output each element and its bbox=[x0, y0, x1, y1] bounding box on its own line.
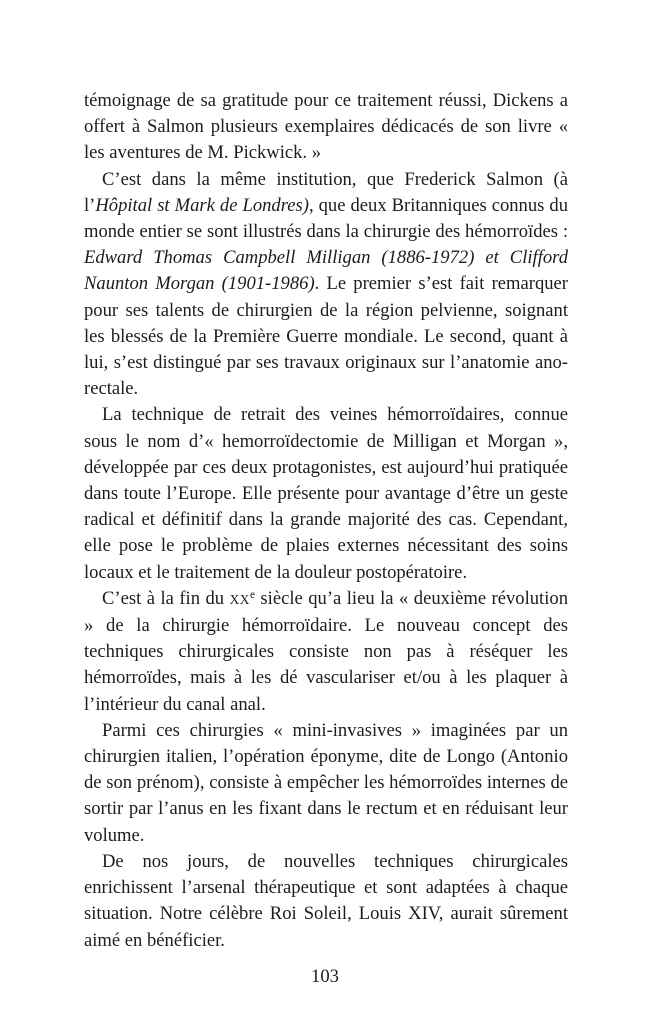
paragraph-5 bbox=[84, 718, 568, 849]
page-body bbox=[84, 88, 568, 954]
paragraph-4-text-b: siècle qu’a lieu la « deuxième révolution » de la chirurgie hémorroïdaire. Le nouveau concept des techniques chirurgicales consiste non pas à réséquer les hémorroïdes, mais à les dé vasculariser et/ou à les plaquer à l’intérieur du canal anal. bbox=[84, 587, 568, 715]
paragraph-1-text: témoignage de sa gratitude pour ce traitement réussi, Dickens a offert à Salmon plusieurs exemplaires dédicacés de son livre « les aventures de M. Pickwick. » bbox=[84, 90, 568, 164]
paragraph-5-text: Parmi ces chirurgies « mini-invasives » imaginées par un chirurgien italien, l’opération éponyme, dite de Longo (Antonio de son prénom), consiste à empêcher les hémorroïdes internes de sortir par l’anus en les fixant dans le rectum et en réduisant leur volume. bbox=[84, 719, 568, 846]
century-smallcaps: XX bbox=[229, 591, 250, 607]
century-superscript: e bbox=[249, 588, 255, 601]
page-number: 103 bbox=[311, 966, 339, 987]
paragraph-6-text: De nos jours, de nouvelles techniques chirurgicales enrichissent l’arsenal thérapeutique et sont adaptées à chaque situation. Notre célèbre Roi Soleil, Louis XIV, aurait sûrement aimé en bénéficier. bbox=[84, 850, 568, 951]
paragraph-3 bbox=[84, 402, 568, 585]
paragraph-2 bbox=[84, 167, 568, 403]
paragraph-2-italic-names: Edward Thomas Campbell Milligan (1886-1972) et Clifford Naunton Morgan (1901-1986) bbox=[84, 247, 568, 295]
paragraph-2-text-a: C’est dans la même institution, que Frederick Salmon (à l’ bbox=[84, 168, 568, 216]
paragraph-4 bbox=[84, 586, 568, 718]
paragraph-4-text-a: C’est à la fin du bbox=[102, 587, 230, 609]
paragraph-6 bbox=[84, 849, 568, 954]
paragraph-3-text: La technique de retrait des veines hémorroïdaires, connue sous le nom d’« hemorroïdectomie de Milligan et Morgan », développée par ces deux protagonistes, est aujourd’hui pratiquée dans toute l’Europe. Elle présente pour avantage d’être un geste radical et définitif dans la grande majorité des cas. Cependant, elle pose le problème de plaies externes nécessitant des soins locaux et le traitement de la douleur postopératoire. bbox=[84, 404, 568, 583]
paragraph-2-italic-hospital: Hôpital st Mark de Londres) bbox=[95, 194, 309, 216]
paragraph-2-text-b: , que deux Britanniques connus du monde entier se sont illustrés dans la chirurgie des hémorroïdes : bbox=[84, 194, 568, 243]
paragraph-1 bbox=[84, 88, 568, 167]
paragraph-2-text-c: . Le premier s’est fait remarquer pour ses talents de chirurgien de la région pelvienne, soignant les blessés de la Première Guerre mondiale. Le second, quant à lui, s’est distingué par ses travaux originaux sur l’anatomie ano-rectale. bbox=[84, 273, 568, 400]
